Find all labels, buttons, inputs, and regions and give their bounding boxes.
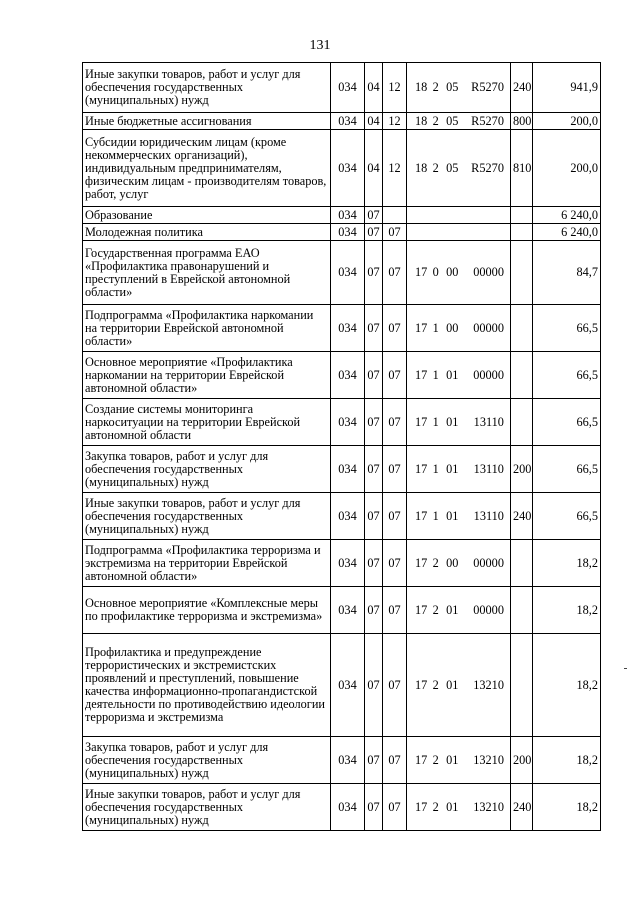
direction-code: 13210 <box>473 752 504 767</box>
row-name: Подпрограмма «Профилактика терроризма и экстремизма на территории Еврейской автономной области» <box>83 540 331 587</box>
expense-type-code <box>511 207 533 224</box>
row-name: Профилактика и предупреждение террористических и экстремистских проявлений и преступлений, повышение качества информационно-пропагандистской деятельности по противодействию идеологии терроризма и экстремизма <box>83 634 331 737</box>
direction-code: R5270 <box>471 80 504 94</box>
row-name: Иные закупки товаров, работ и услуг для обеспечения государственных (муниципальных) нужд <box>83 63 331 113</box>
amount: 6 240,0 <box>533 207 601 224</box>
row-name: Основное мероприятие «Комплексные меры по профилактике терроризма и экстремизма» <box>83 587 331 634</box>
table-row <box>83 446 601 493</box>
table-row <box>83 737 601 784</box>
subsection-code: 07 <box>383 634 407 737</box>
subsection-code: 07 <box>383 446 407 493</box>
expense-type-code: 200 <box>511 446 533 493</box>
ministry-code: 034 <box>331 493 365 540</box>
amount: 66,5 <box>533 446 601 493</box>
program-code: 17 <box>415 555 428 570</box>
ministry-code: 034 <box>331 113 365 130</box>
program-code: 17 <box>415 414 428 429</box>
amount: 200,0 <box>533 113 601 130</box>
section-code: 07 <box>365 399 383 446</box>
target-article-code <box>407 493 511 540</box>
table-row <box>83 493 601 540</box>
ministry-code: 034 <box>331 540 365 587</box>
table-row <box>83 130 601 207</box>
target-article-code <box>407 113 511 130</box>
ministry-code: 034 <box>331 305 365 352</box>
measure-code: 00 <box>446 265 459 279</box>
direction-code: 13210 <box>473 799 504 814</box>
subprogram-code: 0 <box>432 265 439 279</box>
table-row <box>83 207 601 224</box>
page-number: 131 <box>309 38 331 53</box>
amount: 6 240,0 <box>533 224 601 241</box>
section-code: 07 <box>365 587 383 634</box>
subprogram-code: 2 <box>432 602 439 617</box>
expense-type-code: 240 <box>511 63 533 113</box>
amount: 18,2 <box>533 737 601 784</box>
amount: 66,5 <box>533 399 601 446</box>
table-row <box>83 305 601 352</box>
amount: 66,5 <box>533 305 601 352</box>
target-article-code <box>407 399 511 446</box>
ministry-code: 034 <box>331 207 365 224</box>
subsection-code: 12 <box>383 113 407 130</box>
amount: 18,2 <box>533 540 601 587</box>
program-code: 17 <box>415 677 428 692</box>
subprogram-code: 1 <box>432 414 439 429</box>
amount: 66,5 <box>533 352 601 399</box>
subsection-code: 07 <box>383 784 407 831</box>
section-code: 07 <box>365 207 383 224</box>
table-row <box>83 113 601 130</box>
table-row <box>83 540 601 587</box>
table-row <box>83 587 601 634</box>
measure-code: 05 <box>446 113 459 128</box>
subprogram-code: 1 <box>432 367 439 382</box>
subprogram-code: 2 <box>432 799 439 814</box>
measure-code: 01 <box>446 752 459 767</box>
subprogram-code: 2 <box>432 160 439 175</box>
measure-code: 01 <box>446 799 459 814</box>
expense-type-code: 800 <box>511 113 533 130</box>
target-article-code <box>407 305 511 352</box>
subsection-code: 07 <box>383 224 407 241</box>
row-name: Создание системы мониторинга наркоситуации на территории Еврейской автономной области <box>83 399 331 446</box>
row-name: Молодежная политика <box>83 224 331 241</box>
measure-code: 01 <box>446 508 459 523</box>
ministry-code: 034 <box>331 784 365 831</box>
direction-code: 00000 <box>473 555 504 570</box>
measure-code: 01 <box>446 677 459 692</box>
target-article-code <box>407 352 511 399</box>
ministry-code: 034 <box>331 130 365 207</box>
amount: 941,9 <box>533 63 601 113</box>
section-code: 07 <box>365 446 383 493</box>
ministry-code: 034 <box>331 399 365 446</box>
expense-type-code: 810 <box>511 130 533 207</box>
subprogram-code: 2 <box>432 113 439 128</box>
row-name: Основное мероприятие «Профилактика наркомании на территории Еврейской автономной области» <box>83 352 331 399</box>
row-name: Государственная программа ЕАО «Профилактика правонарушений и преступлений в Еврейской автономной области» <box>83 241 331 305</box>
expense-type-code <box>511 352 533 399</box>
expense-type-code <box>511 241 533 305</box>
table-row <box>83 63 601 113</box>
expense-type-code <box>511 587 533 634</box>
target-article-code <box>407 737 511 784</box>
subsection-code: 12 <box>383 130 407 207</box>
program-code: 17 <box>415 799 428 814</box>
subprogram-code: 1 <box>432 461 439 476</box>
measure-code: 00 <box>446 320 459 335</box>
budget-table <box>82 62 601 831</box>
measure-code: 01 <box>446 414 459 429</box>
program-code: 17 <box>415 508 428 523</box>
target-article-code <box>407 540 511 587</box>
expense-type-code <box>511 399 533 446</box>
target-article-code <box>407 224 511 241</box>
program-code: 17 <box>415 752 428 767</box>
row-name: Образование <box>83 207 331 224</box>
table-row <box>83 399 601 446</box>
measure-code: 01 <box>446 461 459 476</box>
expense-type-code: 200 <box>511 737 533 784</box>
section-code: 07 <box>365 540 383 587</box>
subsection-code: 07 <box>383 305 407 352</box>
expense-type-code <box>511 224 533 241</box>
subprogram-code: 2 <box>432 752 439 767</box>
ministry-code: 034 <box>331 241 365 305</box>
row-name: Иные бюджетные ассигнования <box>83 113 331 130</box>
ministry-code: 034 <box>331 634 365 737</box>
direction-code: 13210 <box>473 677 504 692</box>
amount: 18,2 <box>533 587 601 634</box>
table-row <box>83 241 601 305</box>
measure-code: 01 <box>446 602 459 617</box>
row-name: Иные закупки товаров, работ и услуг для обеспечения государственных (муниципальных) нужд <box>83 493 331 540</box>
section-code: 07 <box>365 634 383 737</box>
program-code: 17 <box>415 461 428 476</box>
program-code: 17 <box>415 602 428 617</box>
row-name: Подпрограмма «Профилактика наркомании на территории Еврейской автономной области» <box>83 305 331 352</box>
section-code: 07 <box>365 493 383 540</box>
amount: 200,0 <box>533 130 601 207</box>
direction-code: 13110 <box>473 461 504 476</box>
direction-code: 00000 <box>473 602 504 617</box>
measure-code: 00 <box>446 555 459 570</box>
target-article-code <box>407 446 511 493</box>
ministry-code: 034 <box>331 446 365 493</box>
section-code: 07 <box>365 305 383 352</box>
expense-type-code: 240 <box>511 784 533 831</box>
subsection-code: 07 <box>383 540 407 587</box>
row-name: Закупка товаров, работ и услуг для обеспечения государственных (муниципальных) нужд <box>83 446 331 493</box>
section-code: 07 <box>365 352 383 399</box>
ministry-code: 034 <box>331 587 365 634</box>
program-code: 18 <box>415 160 428 175</box>
measure-code: 05 <box>446 160 459 175</box>
ministry-code: 034 <box>331 63 365 113</box>
section-code: 07 <box>365 737 383 784</box>
measure-code: 05 <box>446 80 459 94</box>
direction-code: 00000 <box>473 367 504 382</box>
row-name: Иные закупки товаров, работ и услуг для обеспечения государственных (муниципальных) нужд <box>83 784 331 831</box>
ministry-code: 034 <box>331 352 365 399</box>
table-row <box>83 784 601 831</box>
subsection-code: 07 <box>383 737 407 784</box>
amount: 18,2 <box>533 634 601 737</box>
program-code: 18 <box>415 80 428 94</box>
ministry-code: 034 <box>331 737 365 784</box>
direction-code: 00000 <box>473 265 504 279</box>
subsection-code: 07 <box>383 587 407 634</box>
table-row <box>83 634 601 737</box>
table-row <box>83 352 601 399</box>
section-code: 07 <box>365 224 383 241</box>
section-code: 04 <box>365 130 383 207</box>
section-code: 07 <box>365 784 383 831</box>
measure-code: 01 <box>446 367 459 382</box>
program-code: 17 <box>415 320 428 335</box>
amount: 18,2 <box>533 784 601 831</box>
program-code: 17 <box>415 367 428 382</box>
expense-type-code: 240 <box>511 493 533 540</box>
direction-code: 13110 <box>473 414 504 429</box>
subsection-code: 07 <box>383 352 407 399</box>
amount: 84,7 <box>533 241 601 305</box>
section-code: 04 <box>365 63 383 113</box>
direction-code: 00000 <box>473 320 504 335</box>
ministry-code: 034 <box>331 224 365 241</box>
section-code: 07 <box>365 241 383 305</box>
subsection-code: 07 <box>383 399 407 446</box>
target-article-code <box>407 207 511 224</box>
row-name: Закупка товаров, работ и услуг для обеспечения государственных (муниципальных) нужд <box>83 737 331 784</box>
subsection-code: 12 <box>383 63 407 113</box>
program-code: 17 <box>415 265 428 279</box>
subprogram-code: 2 <box>432 677 439 692</box>
row-name: Субсидии юридическим лицам (кроме некоммерческих организаций), индивидуальным предпринимателям, физическим лицам - производителям товаров, работ, услуг <box>83 130 331 207</box>
target-article-code <box>407 130 511 207</box>
target-article-code <box>407 587 511 634</box>
subprogram-code: 1 <box>432 508 439 523</box>
target-article-code <box>407 634 511 737</box>
subprogram-code: 1 <box>432 320 439 335</box>
subsection-code <box>383 207 407 224</box>
margin-mark <box>624 668 627 669</box>
direction-code: R5270 <box>471 160 504 175</box>
target-article-code <box>407 241 511 305</box>
subsection-code: 07 <box>383 241 407 305</box>
target-article-code <box>407 784 511 831</box>
expense-type-code <box>511 305 533 352</box>
expense-type-code <box>511 540 533 587</box>
amount: 66,5 <box>533 493 601 540</box>
program-code: 18 <box>415 113 428 128</box>
subprogram-code: 2 <box>432 80 439 94</box>
subprogram-code: 2 <box>432 555 439 570</box>
direction-code: 13110 <box>473 508 504 523</box>
target-article-code <box>407 63 511 113</box>
direction-code: R5270 <box>471 113 504 128</box>
section-code: 04 <box>365 113 383 130</box>
expense-type-code <box>511 634 533 737</box>
subsection-code: 07 <box>383 493 407 540</box>
table-row <box>83 224 601 241</box>
